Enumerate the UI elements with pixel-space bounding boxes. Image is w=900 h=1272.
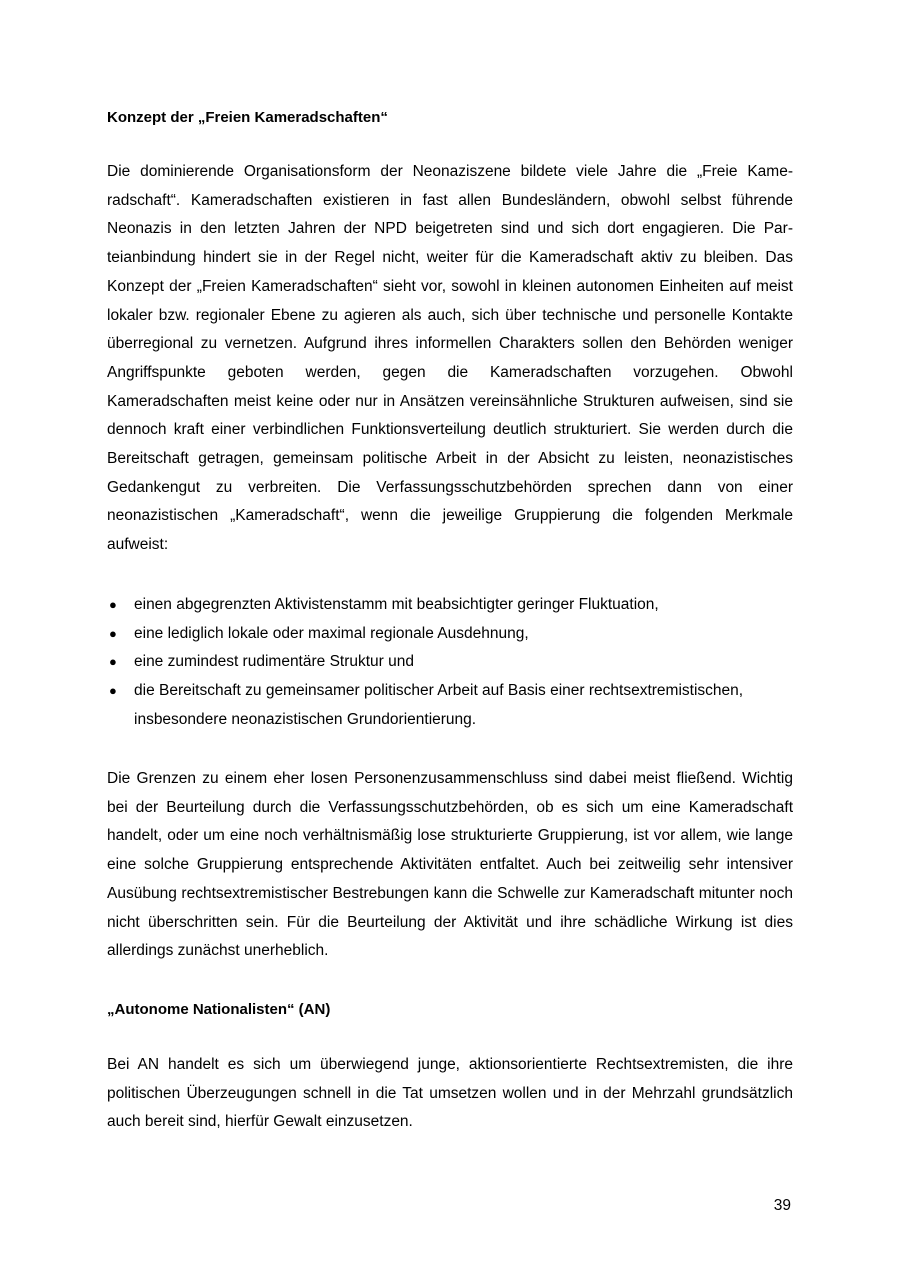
section-heading-autonome-nationalisten: „Autonome Nationalisten“ (AN) [107,1001,331,1018]
paragraph-grenzen: Die Grenzen zu einem eher losen Personenzusammenschluss sind dabei meist fließend. Wichtig bei der Beurteilung durch die Verfassungsschutzbehörden, ob es sich um eine Kameradschaft handelt, oder um eine noch verhältnismäßig lose strukturierte Gruppierung, ist vor allem, wie lange eine solche Gruppierung entsprechende Aktivitäten entfaltet. Auch bei zeitweilig sehr intensiver Ausübung rechtsextremistischer Bestrebungen kann die Schwelle zur Kameradschaft mitunter noch nicht überschritten sein. Für die Beurteilung der Aktivität und ihre schädliche Wirkung ist dies allerdings zunächst unerheblich. [107,770,793,960]
list-item [107,620,793,649]
page-number: 39 [773,1197,791,1214]
section-heading-kameradschaften: Konzept der „Freien Kameradschaften“ [107,109,388,126]
bullet-icon: ● [109,625,117,641]
list-item [107,648,793,677]
paragraph-organisationsform: Die dominierende Organisationsform der Neonaziszene bildete viele Jahre die „Freie Kameradschaft“. Kameradschaften existieren in fast allen Bundesländern, obwohl selbst führende Neonazis in den letzten Jahren der NPD beigetreten sind und sich dort engagieren. Die Parteianbindung hindert sie in der Regel nicht, weiter für die Kameradschaft aktiv zu bleiben. Das Konzept der „Freien Kameradschaften“ sieht vor, sowohl in kleinen autonomen Einheiten auf meist lokaler bzw. regionaler Ebene zu agieren als auch, sich über technische und personelle Kontakte überregional zu vernetzen. Aufgrund ihres informellen Charakters sollen den Behörden weniger Angriffspunkte geboten werden, gegen die Kameradschaften vorzugehen. Obwohl Kameradschaften meist keine oder nur in Ansätzen vereinsähnliche Strukturen aufweisen, sind sie dennoch kraft einer verbindlichen Funktionsverteilung deutlich strukturiert. Sie werden durch die Bereitschaft getragen, gemeinsam politische Arbeit in der Absicht zu leisten, neonazistisches Gedankengut zu verbreiten. Die Verfassungsschutzbehörden sprechen dann von einer neonazistischen „Kameradschaft“, wenn die jeweilige Gruppierung die folgenden Merkmale aufweist: [107,163,793,554]
paragraph-an-beschreibung: Bei AN handelt es sich um überwiegend junge, aktionsorientierte Rechtsextremisten, die ihre politischen Überzeugungen schnell in die Tat umsetzen wollen und in der Mehrzahl grundsätzlich auch bereit sind, hierfür Gewalt einzusetzen. [107,1056,793,1131]
list-item-text: eine lediglich lokale oder maximal regionale Ausdehnung, [134,624,529,642]
bullet-icon: ● [109,597,117,612]
list-item-text: einen abgegrenzten Aktivistenstamm mit beabsichtigter geringer Fluktuation, [134,596,659,613]
merkmale-list [107,591,793,735]
list-item [107,677,793,734]
list-item-text: eine zumindest rudimentäre Struktur und [134,653,415,671]
list-item-text: die Bereitschaft zu gemeinsamer politischer Arbeit auf Basis einer rechtsextremistischen, insbesondere neonazistischen Grundorientierung. [134,682,744,728]
list-item [107,591,793,620]
bullet-icon: ● [109,683,117,699]
bullet-icon: ● [109,654,117,670]
